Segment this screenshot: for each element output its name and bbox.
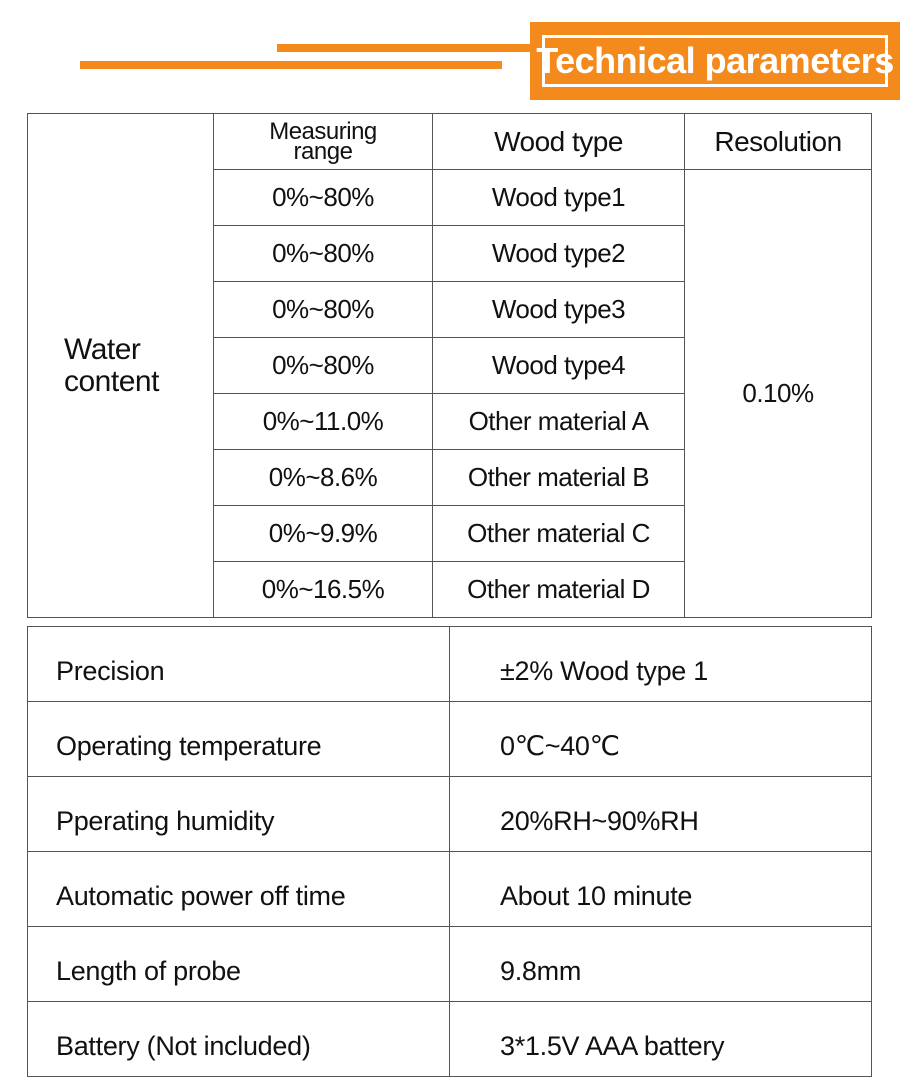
spec-label: Automatic power off time bbox=[28, 852, 450, 927]
resolution-value: 0.10% bbox=[685, 170, 872, 618]
water-content-label-line2: content bbox=[64, 364, 159, 398]
water-content-label-line1: Water bbox=[64, 332, 141, 366]
specs-table bbox=[27, 626, 872, 1077]
material-cell: Other material B bbox=[433, 450, 685, 506]
header-measuring-range bbox=[214, 114, 433, 170]
spec-label: Pperating humidity bbox=[28, 777, 450, 852]
header-measuring-range-line2: range bbox=[293, 137, 353, 165]
material-cell: Other material A bbox=[433, 394, 685, 450]
spec-value: 20%RH~90%RH bbox=[450, 777, 872, 852]
table-row bbox=[28, 852, 872, 927]
material-cell: Other material C bbox=[433, 506, 685, 562]
range-cell: 0%~80% bbox=[214, 170, 433, 226]
material-cell: Wood type2 bbox=[433, 226, 685, 282]
material-cell: Wood type1 bbox=[433, 170, 685, 226]
header-wood-type: Wood type bbox=[433, 114, 685, 170]
spec-label: Battery (Not included) bbox=[28, 1002, 450, 1077]
page-title: Technical parameters bbox=[542, 35, 888, 87]
spec-value: 0℃~40℃ bbox=[450, 702, 872, 777]
decorative-line-bottom bbox=[80, 61, 502, 69]
table-row bbox=[28, 627, 872, 702]
range-cell: 0%~11.0% bbox=[214, 394, 433, 450]
spec-label: Operating temperature bbox=[28, 702, 450, 777]
title-banner bbox=[530, 22, 900, 100]
table-row bbox=[28, 927, 872, 1002]
water-content-label bbox=[28, 114, 214, 618]
range-cell: 0%~16.5% bbox=[214, 562, 433, 618]
range-cell: 0%~80% bbox=[214, 338, 433, 394]
water-table-header-row bbox=[28, 114, 872, 170]
spec-value: ±2% Wood type 1 bbox=[450, 627, 872, 702]
range-cell: 0%~9.9% bbox=[214, 506, 433, 562]
table-row bbox=[28, 777, 872, 852]
spec-value: 3*1.5V AAA battery bbox=[450, 1002, 872, 1077]
spec-label: Length of probe bbox=[28, 927, 450, 1002]
header-measuring-range-line1: Measuring bbox=[269, 117, 377, 145]
header-resolution: Resolution bbox=[685, 114, 872, 170]
water-content-table bbox=[27, 113, 872, 618]
table-row bbox=[28, 1002, 872, 1077]
range-cell: 0%~8.6% bbox=[214, 450, 433, 506]
decorative-line-top bbox=[277, 44, 539, 52]
material-cell: Wood type4 bbox=[433, 338, 685, 394]
range-cell: 0%~80% bbox=[214, 226, 433, 282]
table-row bbox=[28, 702, 872, 777]
spec-value: About 10 minute bbox=[450, 852, 872, 927]
material-cell: Wood type3 bbox=[433, 282, 685, 338]
material-cell: Other material D bbox=[433, 562, 685, 618]
spec-label: Precision bbox=[28, 627, 450, 702]
spec-value: 9.8mm bbox=[450, 927, 872, 1002]
range-cell: 0%~80% bbox=[214, 282, 433, 338]
